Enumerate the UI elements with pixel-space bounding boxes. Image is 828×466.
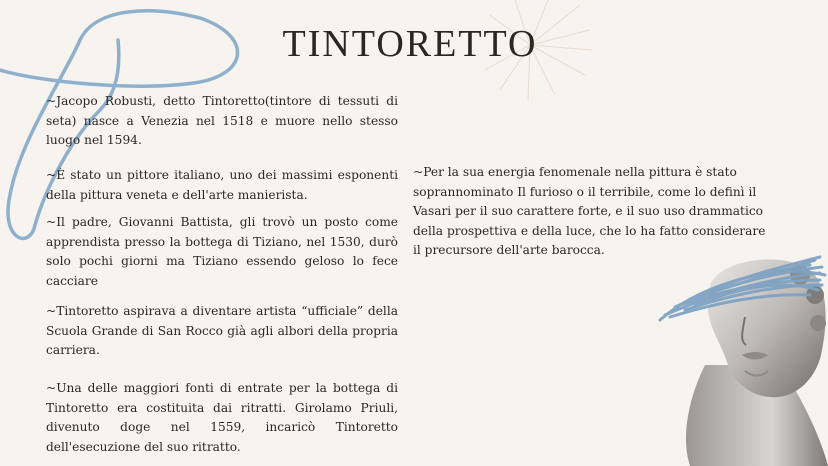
paragraph-birth: ~Jacopo Robusti, detto Tintoretto(tintore di tessuti di seta) nasce a Venezia nel 1518 e muore nello stesso luogo nel 1594.: [46, 94, 398, 147]
classical-bust-image: [650, 245, 828, 466]
paragraph-nickname: ~Per la sua energia fenomenale nella pittura è stato soprannominato Il furioso o il terribile, come lo definì il Vasari per il suo carattere forte, e il suo uso drammatico della prospettiva e della luce, che lo ha fatto considerare il precursore dell'arte barocca.: [413, 165, 766, 257]
paragraph-portraits: ~Una delle maggiori fonti di entrate per la bottega di Tintoretto era costituita dai ritratti. Girolamo Priuli, divenuto doge nel 1559, incaricò Tintoretto dell'esecuzione del suo ritratto.: [46, 381, 398, 454]
page-title: TINTORETTO: [282, 23, 538, 65]
paragraph-father: ~Il padre, Giovanni Battista, gli trovò un posto come apprendista presso la bottega di Tiziano, nel 1530, durò solo pochi giorni ma Tiziano essendo geloso lo fece cacciare: [46, 215, 398, 288]
paragraph-scuola: ~Tintoretto aspirava a diventare artista “ufficiale” della Scuola Grande di San Rocco già agli albori della propria carriera.: [46, 304, 398, 357]
paragraph-painter: ~È stato un pittore italiano, uno dei massimi esponenti della pittura veneta e dell'arte manierista.: [46, 168, 398, 202]
